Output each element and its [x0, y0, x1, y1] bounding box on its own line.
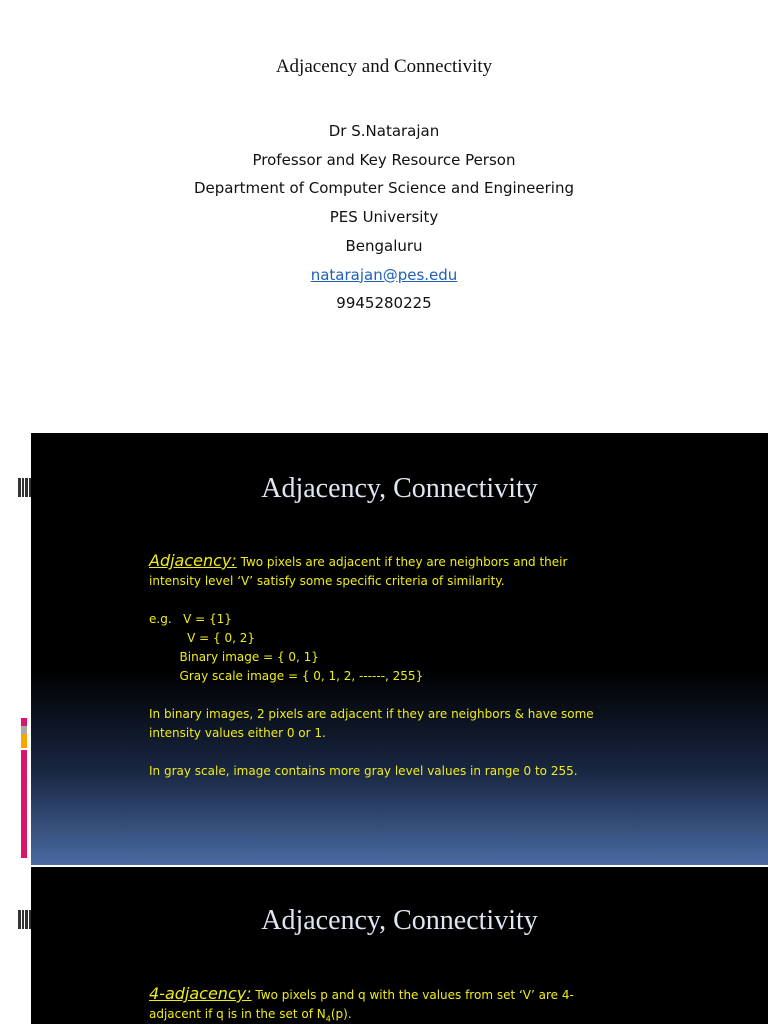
- example-line: V = { 0, 2}: [149, 631, 256, 645]
- term-adjacency: Adjacency:: [149, 551, 237, 570]
- accent-bar: [21, 734, 27, 748]
- definition-text-end: (p).: [330, 1007, 352, 1021]
- slide-heading: Adjacency, Connectivity: [261, 473, 538, 504]
- author-department: Department of Computer Science and Engineering: [193, 179, 574, 198]
- adjacency-definition: [149, 551, 599, 591]
- slide-heading: Adjacency, Connectivity: [261, 905, 538, 936]
- definition-text: Two pixels are adjacent if they are neighbors and their intensity level ‘V’ satisfy some specific criteria of similarity.: [149, 555, 568, 588]
- author-university: PES University: [329, 208, 439, 227]
- example-line: e.g. V = {1}: [149, 612, 232, 626]
- accent-bar: [21, 750, 27, 858]
- author-phone: 9945280225: [336, 294, 432, 313]
- author-name: Dr S.Natarajan: [328, 122, 440, 140]
- definition-text: Two pixels p and q with the values from set ‘V’ are 4-adjacent if q is in the set of N: [149, 988, 574, 1021]
- slide-adjacency: [31, 433, 768, 865]
- author-city: Bengaluru: [345, 236, 423, 255]
- author-position: Professor and Key Resource Person: [252, 150, 516, 169]
- author-email-link[interactable]: natarajan@pes.edu: [310, 265, 458, 284]
- accent-bar: [21, 718, 27, 726]
- author-block: [0, 117, 768, 318]
- gray-scale-paragraph: In gray scale, image contains more gray level values in range 0 to 255.: [149, 764, 578, 778]
- slide-body: [149, 551, 599, 781]
- accent-bar: [21, 726, 27, 734]
- example-line: Binary image = { 0, 1}: [149, 650, 319, 664]
- slide-marker-icon: [18, 910, 31, 929]
- term-4-adjacency: 4-adjacency:: [149, 984, 252, 1003]
- four-adjacency-definition: [149, 984, 599, 1024]
- subscript: 4: [325, 1014, 331, 1024]
- example-line: Gray scale image = { 0, 1, 2, ------, 255}: [149, 669, 424, 683]
- document-title: Adjacency and Connectivity: [275, 56, 493, 77]
- slide-4-adjacency: [31, 867, 768, 1024]
- slide-marker-icon: [18, 478, 31, 497]
- title-slide: [0, 0, 768, 432]
- binary-images-paragraph: In binary images, 2 pixels are adjacent if they are neighbors & have some intensity values either 0 or 1.: [149, 707, 594, 740]
- slide-body: [149, 984, 599, 1024]
